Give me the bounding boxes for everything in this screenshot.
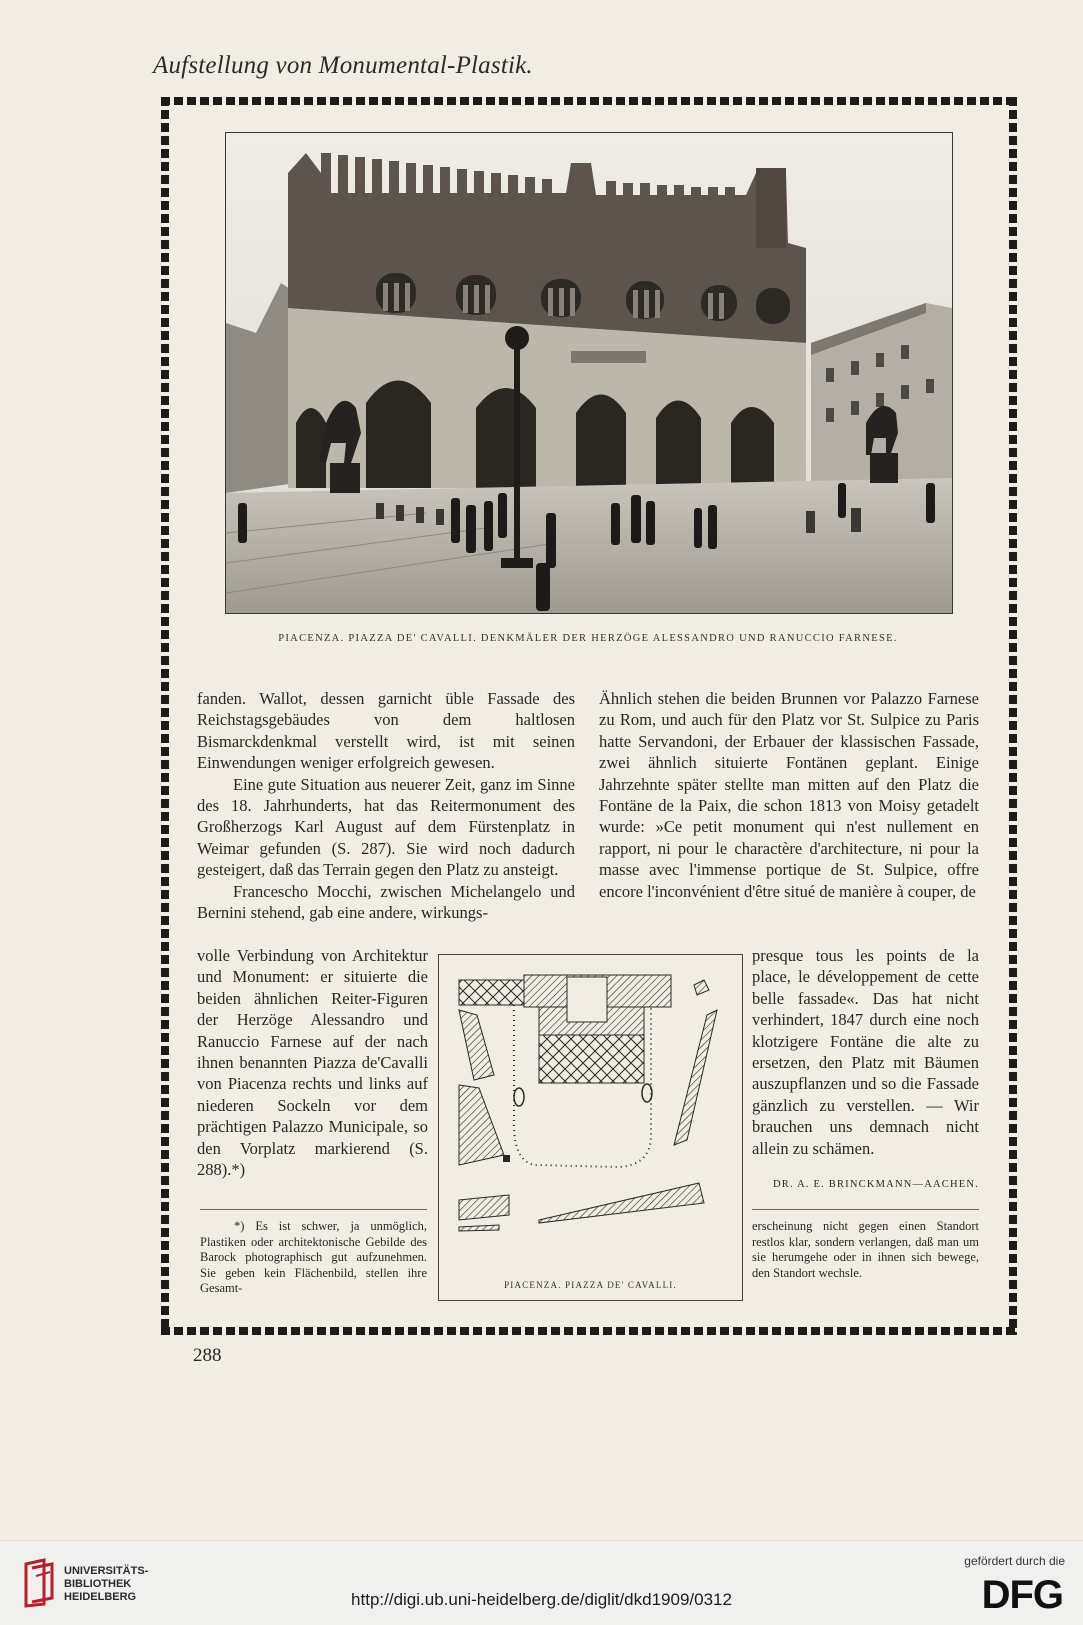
paragraph: presque tous les points de la place, le développement de cette belle fassade«. Das hat nicht verhindert, 1847 durch eine noch klotzigere Fontäne die alte zu ersetzen, den Platz mit Bäumen auszupflanzen und so die Fassade gänzlich zu verstellen. — Wir brauchen uns demnach nicht allein zu schämen. — [752, 946, 979, 1158]
frame-border-left — [161, 97, 169, 1335]
paragraph: volle Verbindung von Architektur und Monument: er situierte die beiden ähnlichen Reiter-Figuren der Herzöge Alessandro und Ranuccio Farnese auf der nach ihnen benannten Piazza de'Cavalli von Piacenza rechts und links auf niederen Sockeln vor dem prächtigen Palazzo Municipale, so den Vorplatz markierend (S. 288).*) — [197, 946, 428, 1180]
paragraph: Eine gute Situation aus neuerer Zeit, ganz im Sinne des 18. Jahrhunderts, hat das Reitermonument des Großherzogs Karl August auf dem Fürstenplatz in Weimar gefunden (S. 287). Sie wird noch dadurch gesteigert, daß das Terrain gegen den Platz zu ansteigt. — [197, 774, 575, 880]
right-column-top — [599, 688, 979, 902]
palazzo-photograph — [225, 132, 953, 614]
library-name-line: UNIVERSITÄTS- — [64, 1565, 149, 1577]
digitization-footer — [0, 1540, 1083, 1625]
right-column-continued — [752, 945, 979, 1159]
library-name-line: BIBLIOTHEK — [64, 1578, 132, 1590]
paragraph: Francescho Mocchi, zwischen Michelangelo und Bernini stehend, gab eine andere, wirkungs- — [197, 881, 575, 923]
left-column-top — [197, 688, 575, 923]
footnote-right — [752, 1219, 979, 1281]
library-name-line: HEIDELBERG — [64, 1591, 137, 1603]
permalink[interactable]: http://digi.ub.uni-heidelberg.de/diglit/dkd1909/0312 — [351, 1590, 732, 1609]
footnote-rule-left — [200, 1209, 427, 1210]
left-column-continued — [197, 945, 428, 1180]
frame-border-bottom — [161, 1327, 1017, 1335]
footnote-text: *) Es ist schwer, ja unmöglich, Plastiken oder architektonische Gebilde des Barock photographisch gut aufzunehmen. Sie geben kein Flächenbild, stellen ihre Gesamt- — [200, 1219, 427, 1295]
footnote-rule-right — [752, 1209, 979, 1210]
footnote-left — [200, 1219, 427, 1297]
author-signature: DR. A. E. BRINCKMANN—AACHEN. — [773, 1179, 979, 1190]
paragraph: fanden. Wallot, dessen garnicht üble Fassade des Reichstagsgebäudes von dem haltlosen Bismarckdenkmal verstellt wird, ist mit seinen Einwendungen weniger erfolgreich gewesen. — [197, 689, 575, 773]
site-plan-drawing — [439, 955, 742, 1275]
funding-note: gefördert durch die — [964, 1554, 1065, 1568]
page-number: 288 — [193, 1345, 222, 1366]
paragraph: Ähnlich stehen die beiden Brunnen vor Palazzo Farnese zu Rom, und auch für den Platz vor St. Sulpice zu Paris hatte Servandoni, der Erbauer der klassischen Fassade, zwei ähnlich situierte Fontänen geplant. Einige Jahrzehnte später stellte man mitten auf den Platz die Fontäne de la Paix, die schon 1813 von Moisy getadelt wurde: »Ce petit monument qui n'est nullement en rapport, ni pour le charactère d'architecture, ni pour la masse avec l'immense portique de St. Sulpice, offre encore l'inconvénient d'être situé de manière à couper, de — [599, 689, 979, 901]
dfg-logo: DFG — [981, 1573, 1063, 1617]
frame-border-right — [1009, 97, 1017, 1335]
footnote-text: erscheinung nicht gegen einen Standort restlos klar, sondern verlangen, daß man um sie herumgehe oder in ihnen sich bewege, den Standort wechsle. — [752, 1219, 979, 1280]
plan-caption: PIACENZA. PIAZZA DE' CAVALLI. — [504, 1280, 677, 1290]
photo-caption: PIACENZA. PIAZZA DE' CAVALLI. DENKMÄLER DER HERZÖGE ALESSANDRO UND RANUCCIO FARNESE. — [278, 633, 898, 644]
running-title: Aufstellung von Monumental-Plastik. — [153, 52, 533, 79]
frame-border-top — [161, 97, 1017, 105]
site-plan-figure — [438, 954, 743, 1301]
